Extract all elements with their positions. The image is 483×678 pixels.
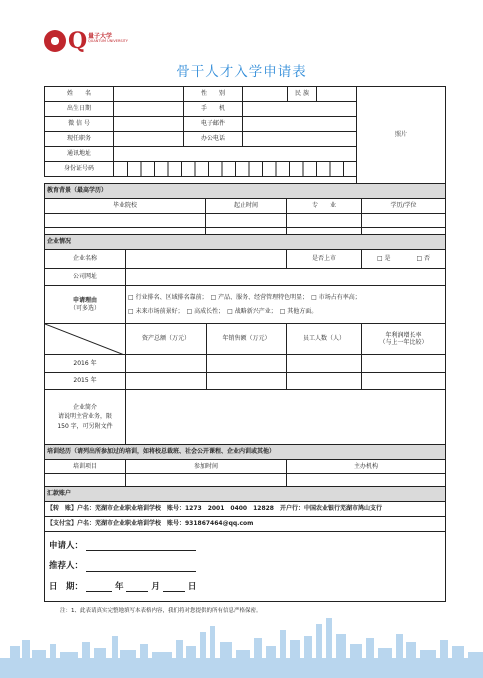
listed-options [361, 249, 446, 269]
col-edu-time: 起止时间 [205, 198, 287, 214]
label-ethnicity: 民 族 [287, 86, 317, 102]
label-phone: 手 机 [183, 101, 243, 117]
section-education: 教育背景（最高学历） [44, 183, 446, 199]
email-field[interactable] [242, 116, 357, 132]
col-profit-note: （与上一年比较） [379, 339, 428, 346]
staff-2016[interactable] [286, 354, 362, 373]
intro-label: 企业简介 [72, 403, 97, 411]
section-company: 企业情况 [44, 234, 446, 250]
section-payment: 汇款账户 [44, 486, 446, 502]
profit-2015[interactable] [361, 372, 446, 390]
staff-2015[interactable] [286, 372, 362, 390]
label-name: 姓 名 [44, 86, 114, 102]
reason-label-note: （可多选） [69, 304, 100, 312]
label-email: 电子邮件 [183, 116, 243, 132]
university-name-cn: 量子大学 [88, 33, 113, 40]
edu-degree-cell[interactable] [361, 213, 446, 228]
training-org-cell[interactable] [286, 473, 446, 487]
sales-2015[interactable] [206, 372, 287, 390]
label-reason [44, 285, 126, 324]
diagonal-line [45, 324, 126, 355]
year-label: 年 [114, 581, 124, 592]
photo-box[interactable]: 照片 [356, 86, 446, 184]
footer-note: 注：1、此表请真实完整地填写本表格内容，我们将对您提供的所有信息严格保密。 [60, 608, 262, 614]
col-training-org: 主办机构 [286, 459, 446, 474]
col-profit-label: 年利润增长率 [385, 331, 422, 339]
sales-2016[interactable] [206, 354, 287, 373]
gender-field[interactable] [242, 86, 288, 102]
university-seal-icon [44, 30, 66, 52]
birth-field[interactable] [113, 101, 184, 117]
label-office-phone: 办公电话 [183, 131, 243, 147]
phone-field[interactable] [242, 101, 357, 117]
id-number-field[interactable] [113, 161, 357, 177]
recommender-row [49, 561, 196, 572]
label-gender: 性 别 [183, 86, 243, 102]
label-company-intro [44, 389, 126, 445]
bank-transfer-info: 【转 账】户名：芜湖市企业职业培训学校 账号：1273 2001 0400 12828 开户行：中国农业银行芜湖市鸠山支行 [44, 501, 446, 517]
diagonal-header-cell [44, 323, 126, 355]
listed-no-checkbox[interactable]: □ 否 [416, 255, 431, 263]
date-month-line[interactable] [126, 583, 148, 592]
training-time-cell[interactable] [125, 473, 287, 487]
date-label: 日 期： [49, 581, 84, 592]
col-school: 毕业院校 [44, 198, 206, 214]
website-field[interactable] [125, 268, 446, 286]
university-logo [44, 30, 184, 56]
profit-2016[interactable] [361, 354, 446, 373]
company-name-field[interactable] [125, 249, 287, 269]
position-field[interactable] [113, 131, 184, 147]
ethnicity-field[interactable] [316, 86, 357, 102]
office-phone-field[interactable] [242, 131, 357, 147]
intro-note-1: 请说明主营业务，限 [57, 413, 112, 421]
company-intro-field[interactable] [125, 389, 446, 445]
alipay-info: 【支付宝】户名：芜湖市企业职业培训学校 账号：931867464@qq.com [44, 516, 446, 532]
applicant-label: 申请人： [49, 540, 84, 551]
training-project-cell[interactable] [44, 473, 126, 487]
col-degree: 学历/学位 [361, 198, 446, 214]
label-company-name: 企业名称 [44, 249, 126, 269]
label-position: 现任职务 [44, 131, 114, 147]
date-year-line[interactable] [86, 583, 112, 592]
date-row [49, 582, 196, 593]
city-skyline-decoration [0, 596, 483, 678]
col-profit [361, 323, 446, 355]
label-website: 公司网址 [44, 268, 126, 286]
reason-options[interactable] [125, 285, 446, 324]
col-training-time: 参加时间 [125, 459, 287, 474]
edu-time-cell[interactable] [205, 213, 287, 228]
col-sales: 年销售额（万元） [206, 323, 287, 355]
section-training: 培训经历（请列出所参加过的培训，如将校总裁班、社会公开课程、企业内训或其他） [44, 444, 446, 460]
intro-note-2: 150 字，可另附文件 [57, 422, 113, 430]
label-birth: 出生日期 [44, 101, 114, 117]
reason-options-line-2[interactable]: □ 未来市场前景好； □ 高成长性； □ 战略新兴产业； □ 其他方面。 [128, 307, 318, 315]
label-id-number: 身份证号码 [44, 161, 114, 177]
recommender-label: 推荐人： [49, 561, 84, 572]
row-2015: 2015 年 [44, 372, 126, 390]
recommender-signature-line[interactable] [86, 563, 196, 572]
col-major: 专 业 [286, 198, 362, 214]
label-listed: 是否上市 [286, 249, 362, 269]
date-day-line[interactable] [163, 583, 185, 592]
col-training-project: 培训项目 [44, 459, 126, 474]
col-assets: 资产总额（万元） [125, 323, 207, 355]
edu-school-cell[interactable] [44, 213, 206, 228]
day-label: 日 [187, 581, 197, 592]
quantum-q-logo-icon: Q [68, 28, 88, 54]
wechat-field[interactable] [113, 116, 184, 132]
label-address: 通讯地址 [44, 146, 114, 162]
page-title: 骨干人才入学申请表 [176, 64, 307, 80]
edu-major-cell[interactable] [286, 213, 362, 228]
listed-yes-checkbox[interactable]: □ 是 [376, 255, 391, 263]
assets-2016[interactable] [125, 354, 207, 373]
university-name-en: QUANTUM UNIVERSITY [88, 39, 128, 43]
address-field[interactable] [113, 146, 357, 162]
row-2016: 2016 年 [44, 354, 126, 373]
applicant-row [49, 541, 196, 552]
label-wechat: 微 信 号 [44, 116, 114, 132]
applicant-signature-line[interactable] [86, 542, 196, 551]
name-field[interactable] [113, 86, 184, 102]
application-form-table [44, 86, 446, 602]
reason-options-line-1[interactable]: □ 行业排名、区域排名靠前； □ 产品、服务、经营管理特色明显； □ 市场占有率高； [128, 294, 361, 301]
id-digit-boxes [114, 162, 357, 177]
col-staff: 员工人数（人） [286, 323, 362, 355]
signature-block [44, 531, 446, 602]
month-label: 月 [151, 581, 160, 592]
assets-2015[interactable] [125, 372, 207, 390]
reason-label: 申请理由 [72, 297, 97, 304]
